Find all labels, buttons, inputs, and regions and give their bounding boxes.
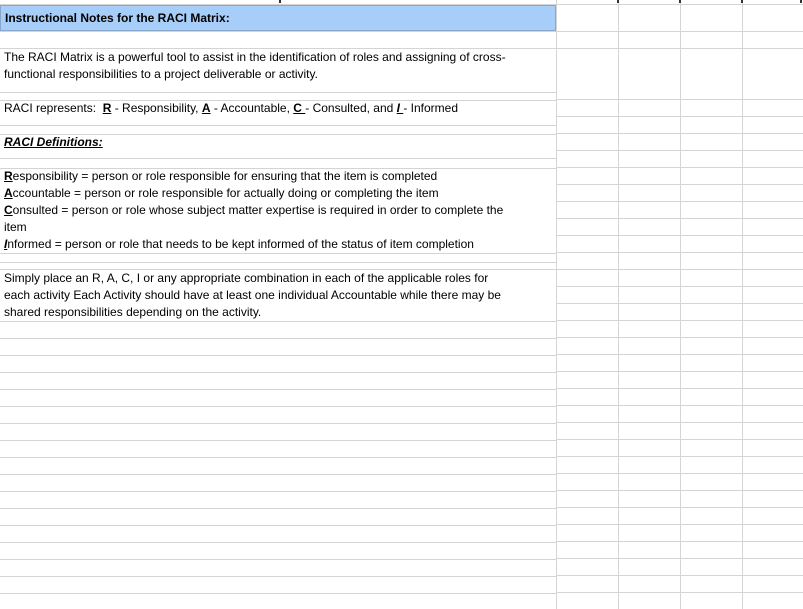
represents-text: - Accountable, [210,101,294,115]
header-title: Instructional Notes for the RACI Matrix: [5,11,230,25]
key-letter-c: C [293,101,306,115]
definition-line [4,236,554,253]
definition-key: I [4,237,8,251]
definition-line [4,185,554,202]
column-tick [679,0,681,3]
raci-represents-cell[interactable] [4,100,554,117]
definition-text: item [4,220,27,234]
intro-line: functional responsibilities to a project deliverable or activity. [4,67,318,81]
key-letter-i: I [396,101,404,115]
definition-line [4,219,554,236]
definition-key: A [4,186,13,200]
definition-text: onsulted = person or role whose subject matter expertise is required in order to complete the [12,203,504,217]
column-tick [279,0,281,3]
represents-text: - Responsibility, [111,101,202,115]
column-tick [800,0,802,3]
represents-text: - Consulted, and [305,101,397,115]
represents-prefix: RACI represents: [4,101,103,115]
key-letter-a: A [201,101,211,115]
column-tick [741,0,743,3]
instructions-cell[interactable] [4,270,554,321]
definitions-cell[interactable] [4,168,554,253]
represents-text: - Informed [403,101,458,115]
instructions-line: shared responsibilities depending on the activity. [4,305,262,319]
definition-text: esponsibility = person or role responsible for ensuring that the item is completed [12,169,438,183]
intro-cell[interactable] [4,49,554,83]
definition-text: ccountable = person or role responsible for actually doing or completing the item [12,186,439,200]
instructions-line: each activity Each Activity should have at least one individual Accountable while there may be [4,288,501,302]
definition-line [4,202,554,219]
definition-line [4,168,554,185]
definitions-heading[interactable]: RACI Definitions: [4,135,103,149]
key-letter-r: R [102,101,112,115]
column-tick [617,0,619,3]
definition-key: C [4,203,13,217]
instructions-line: Simply place an R, A, C, I or any appropriate combination in each of the applicable roles for [4,271,489,285]
definition-key: R [4,169,13,183]
definition-text: nformed = person or role that needs to be kept informed of the status of item completion [7,237,474,251]
intro-line: The RACI Matrix is a powerful tool to assist in the identification of roles and assigning of cross- [4,50,506,64]
